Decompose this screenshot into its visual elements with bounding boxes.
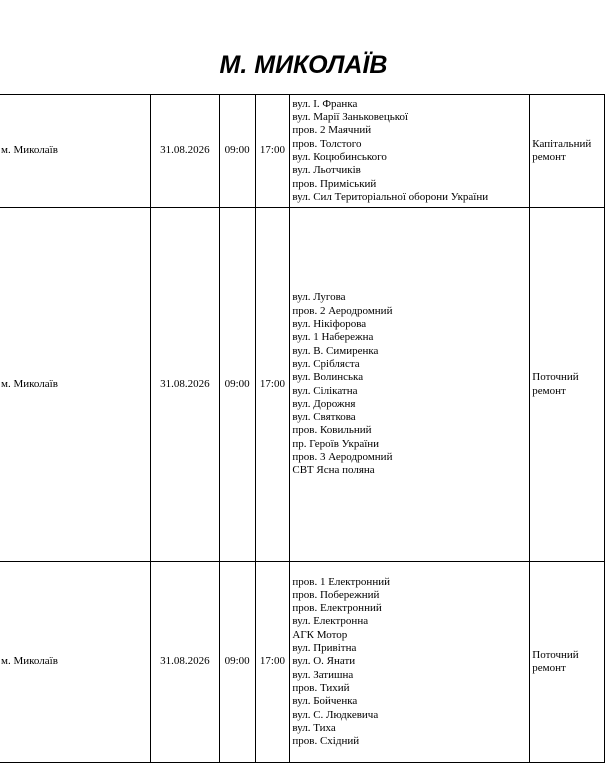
work-type-cell: Поточний ремонт [530, 562, 605, 763]
streets-cell [290, 95, 530, 208]
location-cell: м. Миколаїв [0, 562, 151, 763]
street-item: АГК Мотор [292, 628, 348, 641]
location-cell: м. Миколаїв [0, 208, 151, 562]
street-item: вул. В. Симиренка [292, 344, 379, 357]
streets-cell [290, 562, 530, 763]
street-item: вул. І. Франка [292, 97, 358, 110]
street-item: вул. Волинська [292, 371, 364, 384]
start-time-cell: 09:00 [219, 562, 255, 763]
work-type-cell: Капітальний ремонт [530, 95, 605, 208]
street-item: пров. 2 Маячний [292, 124, 372, 137]
street-item: вул. О. Янати [292, 655, 356, 668]
table-row [0, 208, 605, 562]
table-row [0, 95, 605, 208]
date-cell: 31.08.2026 [151, 95, 220, 208]
street-item: вул. Марії Заньковецької [292, 111, 409, 124]
street-item: вул. Затишна [292, 668, 354, 681]
street-item: вул. Срібляста [292, 357, 360, 370]
table-row [0, 562, 605, 763]
street-item: вул. 1 Набережна [292, 331, 374, 344]
street-item: пров. 2 Аеродромний [292, 304, 393, 317]
street-item: пров. Електронний [292, 602, 382, 615]
street-item: пр. Героїв України [292, 437, 380, 450]
street-item: пров. 3 Аеродромний [292, 450, 393, 463]
start-time-cell: 09:00 [219, 208, 255, 562]
street-item: вул. Святкова [292, 411, 356, 424]
start-time-cell: 09:00 [219, 95, 255, 208]
street-item: пров. 1 Електронний [292, 575, 390, 588]
street-item: вул. Привітна [292, 642, 357, 655]
street-item: вул. Льотчиків [292, 164, 361, 177]
street-item: вул. Бойченка [292, 695, 358, 708]
end-time-cell: 17:00 [255, 562, 290, 763]
street-item: вул. Тиха [292, 721, 336, 734]
work-type-cell: Поточний ремонт [530, 208, 605, 562]
street-item: вул. Сілікатна [292, 384, 358, 397]
location-cell: м. Миколаїв [0, 95, 151, 208]
street-item: вул. С. Людкевича [292, 708, 379, 721]
end-time-cell: 17:00 [255, 208, 290, 562]
streets-cell [290, 208, 530, 562]
street-item: вул. Коцюбинського [292, 151, 387, 163]
date-cell: 31.08.2026 [151, 562, 220, 763]
street-item: пров. Приміський [292, 177, 377, 190]
street-item: пров. Східний [292, 735, 360, 748]
page-title: М. МИКОЛАЇВ [219, 51, 388, 79]
street-item: вул. Нікіфорова [292, 318, 367, 331]
street-item: пров. Ковильний [292, 424, 372, 437]
end-time-cell: 17:00 [255, 95, 290, 208]
street-item: пров. Тихий [292, 681, 350, 694]
street-item: пров. Толстого [292, 137, 362, 150]
street-item: вул. Електронна [292, 615, 369, 628]
outage-schedule-table [0, 94, 605, 763]
street-item: вул. Сил Територіальної оборони України [292, 190, 489, 203]
street-item: СВТ Ясна поляна [292, 464, 375, 477]
date-cell: 31.08.2026 [151, 208, 220, 562]
street-item: вул. Лугова [292, 291, 346, 304]
street-item: вул. Дорожня [292, 397, 356, 410]
street-item: пров. Побережний [292, 588, 380, 601]
